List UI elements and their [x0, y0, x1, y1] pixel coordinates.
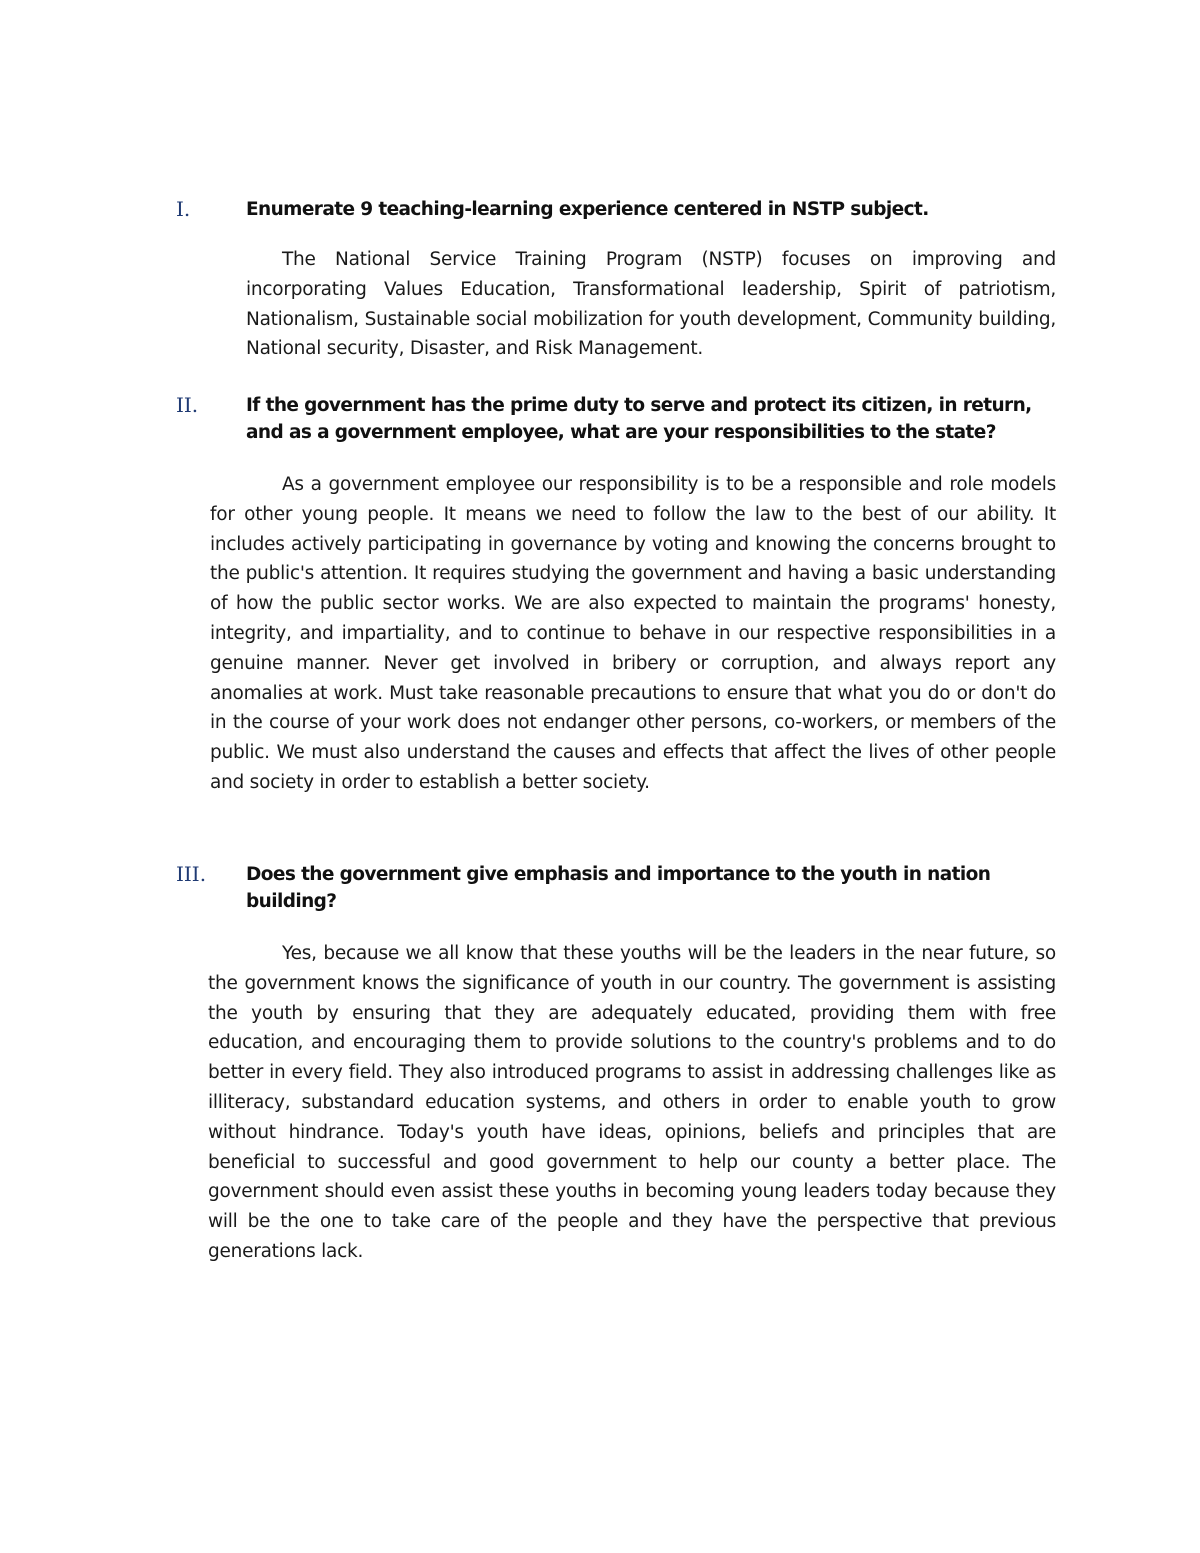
question-text: Does the government give emphasis and importance to the youth in nation building? — [246, 864, 991, 912]
answer-paragraph: As a government employee our responsibility is to be a responsible and role models for other young people. It means we need to follow the law to the best of our ability. It includes actively participating in governance by voting and knowing the concerns brought to the public's attention. It requires studying the government and having a basic understanding of how the public sector works. We are also expected to maintain the programs' honesty, integrity, and impartiality, and to continue to behave in our respective responsibilities in a genuine manner. Never get involved in bribery or corruption, and always report any anomalies at work. Must take reasonable precautions to ensure that what you do or don't do in the course of your work does not endanger other persons, co-workers, or members of the public. We must also understand the causes and effects that affect the lives of other people and society in order to establish a better society. — [210, 474, 1056, 793]
answer-paragraph: Yes, because we all know that these youths will be the leaders in the near future, so the government knows the significance of youth in our country. The government is assisting the youth by ensuring that they are adequately educated, providing them with free education, and encouraging them to provide solutions to the country's problems and to do better in every field. They also introduced programs to assist in addressing challenges like as illiteracy, substandard education systems, and others in order to enable youth to grow without hindrance. Today's youth have ideas, opinions, beliefs and principles that are beneficial to successful and good government to help our county a better place. The government should even assist these youths in becoming young leaders today because they will be the one to take care of the people and they have the perspective that previous generations lack. — [208, 943, 1056, 1262]
question-text: If the government has the prime duty to serve and protect its citizen, in return, and as a government employee, what are your responsibilities to the state? — [246, 395, 1032, 443]
section-2 — [176, 392, 1060, 798]
question-row — [176, 392, 1060, 446]
answer-paragraph: The National Service Training Program (NSTP) focuses on improving and incorporating Values Education, Transformational leadership, Spirit of patriotism, Nationalism, Sustainable social mobilization for youth development, Community building, National security, Disaster, and Risk Management. — [246, 249, 1056, 360]
question-row — [176, 196, 1060, 223]
section-numeral: I. — [176, 197, 191, 221]
section-1 — [176, 196, 1060, 364]
section-3 — [176, 861, 1060, 1267]
question-row — [176, 861, 1060, 915]
question-text: Enumerate 9 teaching-learning experience centered in NSTP subject. — [246, 199, 929, 220]
section-numeral: III. — [176, 862, 207, 886]
section-numeral: II. — [176, 393, 199, 417]
